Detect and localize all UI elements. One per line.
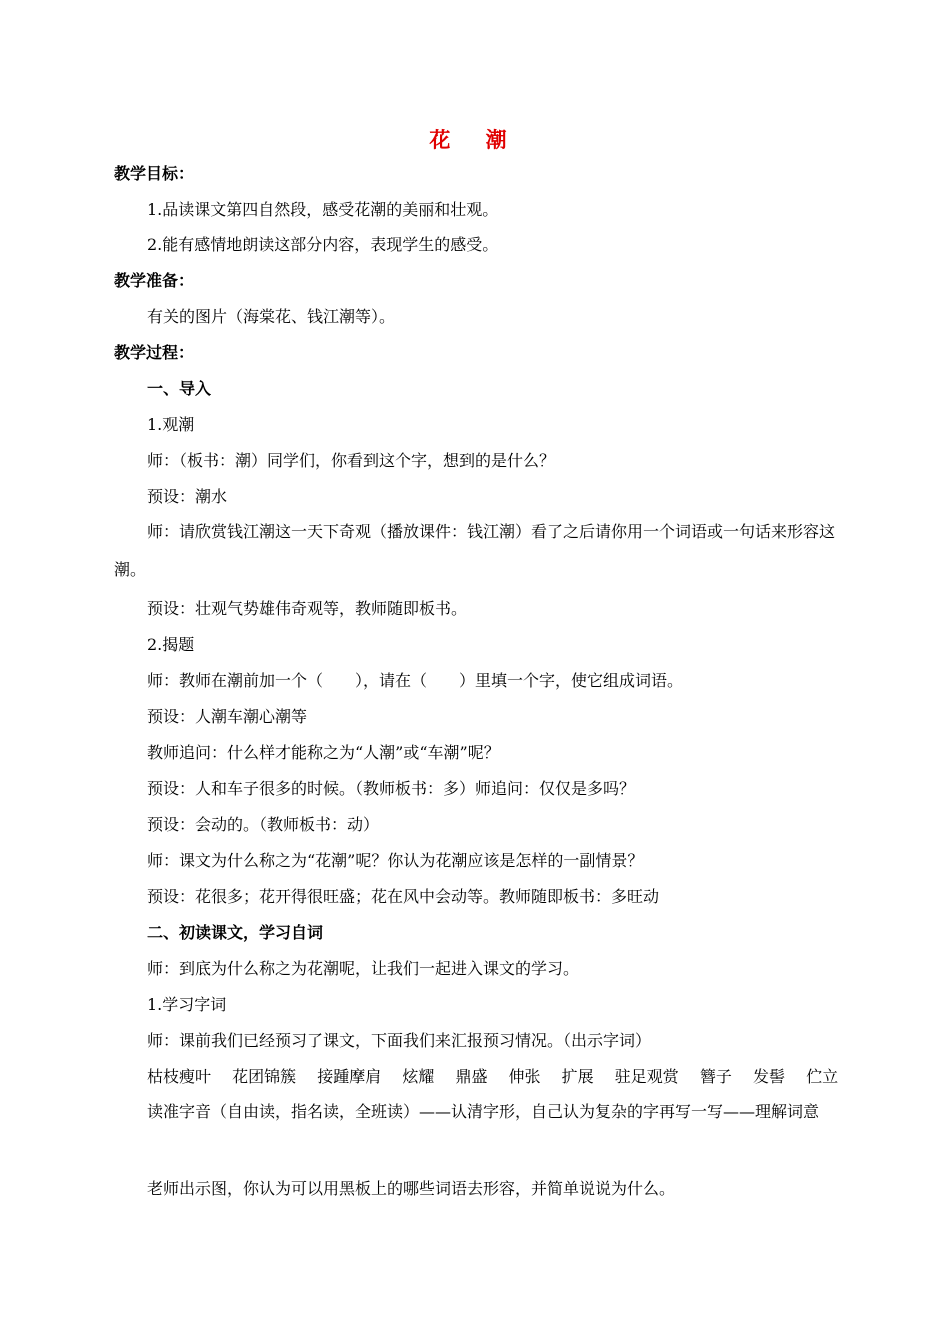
vocab-word: 炫耀 <box>402 1067 435 1086</box>
part1-line-9: 预设：会动的。（教师板书：动） <box>147 815 380 834</box>
vocab-word: 簪子 <box>699 1067 732 1086</box>
part1-line-3: 师：请欣赏钱江潮这一天下奇观（播放课件：钱江潮）看了之后请你用一个词语或一句话来形容这潮。 <box>114 522 836 579</box>
part1-line-2: 预设：潮水 <box>147 487 228 506</box>
prep-heading: 教学准备： <box>114 271 195 290</box>
part1-line-4: 预设：壮观气势雄伟奇观等，教师随即板书。 <box>147 599 468 618</box>
part2-sub1: 1.学习字词 <box>147 995 227 1014</box>
vocab-word: 发髻 <box>752 1067 785 1086</box>
goals-heading: 教学目标： <box>114 164 195 183</box>
vocab-word: 扩展 <box>561 1067 594 1086</box>
part1-line-5: 师：教师在潮前加一个（ ），请在（ ）里填一个字，使它组成词语。 <box>147 671 684 690</box>
part1-line-11: 预设：花很多；花开得很旺盛；花在风中会动等。教师随即板书：多旺动 <box>147 887 660 906</box>
goal-1: 1.品读课文第四自然段，感受花潮的美丽和壮观。 <box>147 200 499 219</box>
part1-sub2: 2.揭题 <box>147 635 195 654</box>
vocab-word: 鼎盛 <box>455 1067 488 1086</box>
vocab-word: 伫立 <box>806 1067 839 1086</box>
part1-line-1: 师：（板书：潮）同学们，你看到这个字，想到的是什么？ <box>147 451 556 470</box>
vocab-word: 伸张 <box>508 1067 541 1086</box>
part1-sub1: 1.观潮 <box>147 415 195 434</box>
goal-2: 2.能有感情地朗读这部分内容，表现学生的感受。 <box>147 235 499 254</box>
part1-heading: 一、导入 <box>147 379 212 398</box>
vocab-word: 花团锦簇 <box>232 1067 297 1086</box>
part2-heading: 二、初读课文，学习自词 <box>147 923 324 942</box>
vocab-word: 驻足观赏 <box>614 1067 679 1086</box>
vocabulary-list <box>147 1067 854 1087</box>
part1-line-6: 预设：人潮车潮心潮等 <box>147 707 308 726</box>
vocab-word: 枯枝瘦叶 <box>147 1067 212 1086</box>
prep-text: 有关的图片（海棠花、钱江潮等）。 <box>147 307 396 326</box>
part2-line-2: 师：课前我们已经预习了课文，下面我们来汇报预习情况。（出示字词） <box>147 1031 652 1050</box>
part1-line-8: 预设：人和车子很多的时候。（教师板书：多）师追问：仅仅是多吗？ <box>147 779 636 798</box>
part2-line-4: 老师出示图，你认为可以用黑板上的哪些词语去形容，并简单说说为什么。 <box>147 1179 676 1198</box>
part1-line-7: 教师追问：什么样才能称之为“人潮”或“车潮”呢？ <box>147 743 500 762</box>
document-title: 花 潮 <box>429 128 521 152</box>
part2-line-3: 读准字音（自由读，指名读，全班读）——认清字形，自己认为复杂的字再写一写——理解词意 <box>147 1102 820 1121</box>
part1-line-10: 师：课文为什么称之为“花潮”呢？你认为花潮应该是怎样的一副情景？ <box>147 851 644 870</box>
part2-line-1: 师：到底为什么称之为花潮呢，让我们一起进入课文的学习。 <box>147 959 580 978</box>
process-heading: 教学过程： <box>114 343 195 362</box>
vocab-word: 接踵摩肩 <box>317 1067 382 1086</box>
